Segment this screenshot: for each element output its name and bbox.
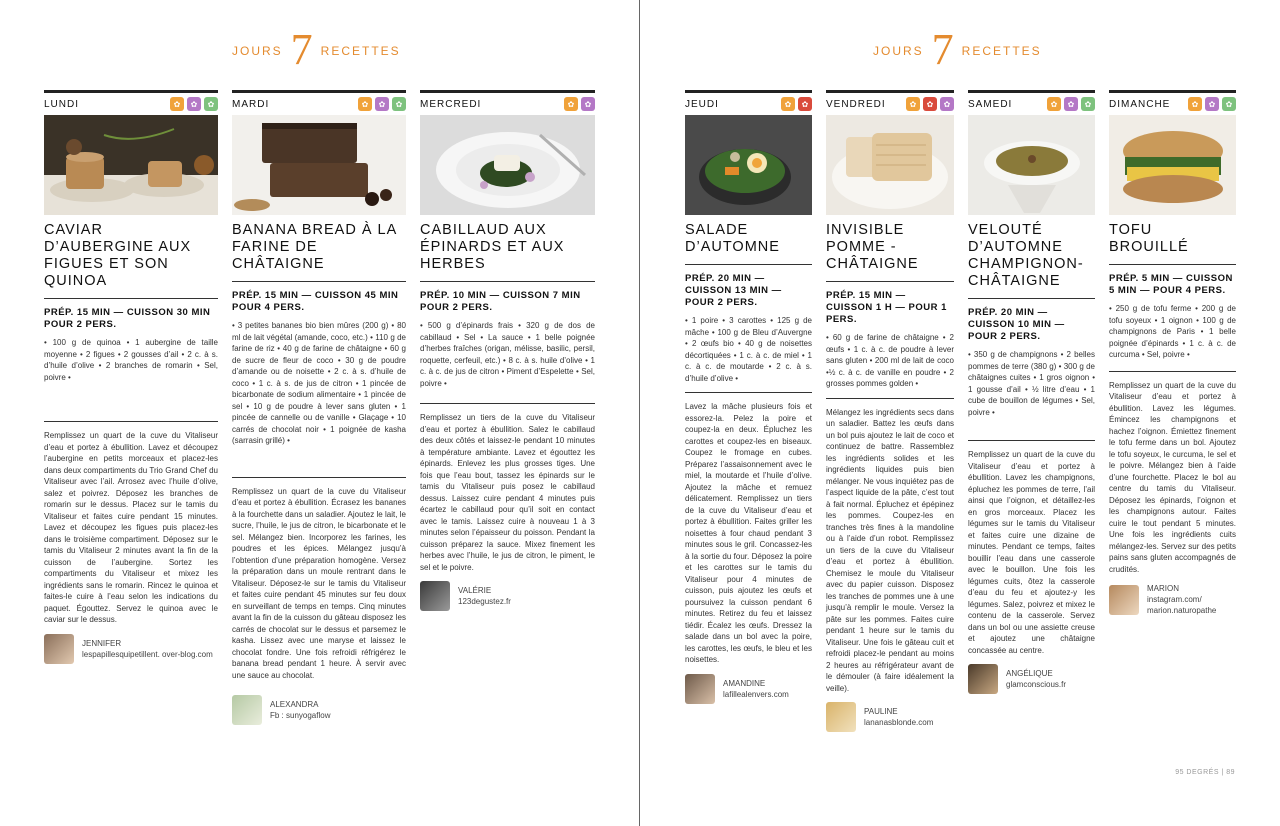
- green-leaf-icon: ✿: [204, 97, 218, 111]
- diet-badges: [564, 97, 595, 111]
- day-label: LUNDI: [44, 98, 80, 110]
- author-block: [685, 674, 812, 704]
- author-name: ANGÉLIQUE: [1006, 669, 1053, 678]
- orange-vegan-icon: ✿: [781, 97, 795, 111]
- right-page: [641, 0, 1280, 826]
- author-name: JENNIFER: [82, 638, 122, 648]
- orange-vegan-icon: ✿: [1047, 97, 1061, 111]
- author-avatar: [1109, 585, 1139, 615]
- purple-gluten-icon: ✿: [581, 97, 595, 111]
- header-number: 7: [290, 24, 313, 74]
- orange-vegan-icon: ✿: [564, 97, 578, 111]
- recipe-title: VELOUTÉ D’AUTOMNE CHAMPIGNON-CHÂTAIGNE: [968, 222, 1084, 289]
- recipe-photo: [1109, 115, 1236, 215]
- page-gutter: [639, 0, 640, 826]
- recipe-ingredients: • 250 g de tofu ferme • 200 g de tofu soyeux • 1 oignon • 100 g de champignons de Paris • 1 belle poignée d’épinards • 1 c. à c. de curcuma • Sel, poivre •: [1109, 304, 1236, 359]
- header-recettes: RECETTES: [961, 44, 1042, 58]
- recipe-ingredients: • 60 g de farine de châtaigne • 2 œufs • 1 c. à c. de poudre à lever sans gluten • 200 ml de lait de coco •½ c. à c. de vanille en poudre • 2 grosses pommes golden •: [826, 333, 954, 388]
- recipe-photo: [420, 115, 595, 215]
- recipe-column-jeudi: [685, 90, 812, 704]
- recipe-photo: [685, 115, 812, 215]
- recipe-steps: Remplissez un quart de la cuve du Vitaliseur d’eau et portez à ébullition. Écrasez les bananes à la fourchette dans un saladier. Ajoutez le lait, le sucre, l’huile, le jus de citron, le bicarbonate et le sel. Mélangez bien. Incorporez les farines, les poudres et les épices. Mélangez jusqu’à l’obtention d’une préparation homogène. Versez la préparation dans un moule rentrant dans le Vitaliseur. Déposez-le sur le tamis du Vitaliseur et faites cuire pendant 45 minutes sur feu doux en surveillant de temps en temps. Cinq minutes avant la fin de la cuisson du gâteau disposez les carrés de chocolat sur le dessus et parsemez le kasha. Lissez avec une maryse et laissez le chocolat fondre. Une fois refroidi réfrigérez le banana bread pendant 1 heure. À servir avec une sauce au chocolat.: [232, 486, 406, 680]
- author-site: lespapillesquipetillent. over-blog.com: [82, 649, 213, 659]
- page-header: [232, 26, 401, 76]
- author-avatar: [232, 695, 262, 725]
- left-page: [0, 0, 639, 826]
- author-block: [968, 664, 1095, 694]
- recipe-time: PRÉP. 15 MIN — CUISSON 1 H — POUR 1 PERS.: [826, 290, 947, 325]
- recipe-photo: [232, 115, 406, 215]
- author-block: [420, 581, 595, 611]
- diet-badges: [1047, 97, 1095, 111]
- purple-gluten-icon: ✿: [1064, 97, 1078, 111]
- author-block: [826, 702, 954, 732]
- green-leaf-icon: ✿: [392, 97, 406, 111]
- purple-gluten-icon: ✿: [1205, 97, 1219, 111]
- recipe-steps: Remplissez un quart de la cuve du Vitaliseur d’eau et portez à ébullition. Lavez les légumes. Émincez les champignons et hachez l’oignon. Émiettez finement le tofu ferme dans un bol. Ajoutez le tofu soyeux, le curcuma, le sel et le poivre. Mélangez bien à l’aide d’une fourchette. Placez le bol au centre du tamis du Vitaliseur. Déposez les épinards, l’oignon et les champignons autour. Faites cuire le tout pendant 5 minutes. Une fois les ingrédients cuits mélangez-les. Servez sur des petits pains sans gluten accompagnés de crudités.: [1109, 380, 1236, 574]
- day-label: MERCREDI: [420, 98, 482, 110]
- author-avatar: [968, 664, 998, 694]
- author-block: [1109, 583, 1236, 616]
- recipe-title: CAVIAR D’AUBERGINE AUX FIGUES ET SON QUINOA: [44, 222, 192, 289]
- author-block: [44, 634, 218, 664]
- author-name: AMANDINE: [723, 678, 766, 688]
- orange-vegan-icon: ✿: [170, 97, 184, 111]
- diet-badges: [170, 97, 218, 111]
- purple-gluten-icon: ✿: [375, 97, 389, 111]
- diet-badges: [906, 97, 954, 111]
- author-site: 123degustez.fr: [458, 597, 511, 606]
- header-jours: JOURS: [232, 44, 283, 58]
- diet-badges: [1188, 97, 1236, 111]
- recipe-column-mardi: [232, 90, 406, 725]
- recipe-column-samedi: [968, 90, 1095, 694]
- recipe-steps: Remplissez un quart de la cuve du Vitaliseur d’eau et portez à ébullition. Lavez les champignons, épluchez les pommes de terre, l’ail ainsi que l’oignon, et détaillez-les en gros morceaux. Placez les légumes sur le tamis du Vitaliseur et faites cuire une dizaine de minutes. Pendant ce temps, faites bouillir l’eau dans une casserole avec le bouillon. Une fois les légumes cuits, ôtez la casserole d’eau du feu et ajoutez-y les légumes. Salez, poivrez et mixez le contenu de la casserole. Servez dans un bol ou une assiette creuse et ajoutez une châtaigne concassée au centre.: [968, 450, 1095, 655]
- author-site: lafillealenvers.com: [723, 689, 789, 699]
- recipe-column-mercredi: [420, 90, 595, 611]
- author-name: MARION: [1147, 584, 1179, 593]
- orange-vegan-icon: ✿: [906, 97, 920, 111]
- author-site: Fb : sunyogaflow: [270, 711, 331, 720]
- purple-gluten-icon: ✿: [940, 97, 954, 111]
- author-site: glamconscious.fr: [1006, 680, 1067, 689]
- author-avatar: [420, 581, 450, 611]
- recipe-steps: Remplissez un tiers de la cuve du Vitaliseur d’eau et portez à ébullition. Salez le cabillaud des deux côtés et laissez-le pendant 10 minutes à température ambiante. Lavez et égouttez les épinards. Enlevez les plus grosses tiges. Une fois que l’eau bout, tassez les épinards sur le tamis du Vitaliseur puis posez le cabillaud dessus. Laissez cuire pendant 4 minutes puis écartez le cabillaud pour qu’il soit en contact avec le tamis. Laissez cuire à nouveau 1 à 3 minutes selon l’épaisseur du poisson. Pendant la cuisson préparez la sauce. Mixez finement les herbes avec l’huile, le jus de citron, le piment, le sel et le poivre.: [420, 413, 595, 572]
- recipe-title: TOFU BROUILLÉ: [1109, 222, 1189, 255]
- red-dairy-icon: ✿: [798, 97, 812, 111]
- green-leaf-icon: ✿: [1222, 97, 1236, 111]
- recipe-time: PRÉP. 10 MIN — CUISSON 7 MIN POUR 2 PERS.: [420, 290, 581, 313]
- recipe-time: PRÉP. 20 MIN — CUISSON 10 MIN — POUR 2 PERS.: [968, 307, 1065, 342]
- orange-vegan-icon: ✿: [1188, 97, 1202, 111]
- recipe-steps: Remplissez un quart de la cuve du Vitaliseur d’eau et portez à ébullition. Lavez et découpez l’aubergine en petits morceaux et placez-les dans deux compartiments du Trio Grand Chef du Vitaliseur avec l’ail. Arrosez avec l’huile d’olive, salez et poivrez. Déposez les branches de romarin sur le dessus. Placez sur le tamis du Vitaliseur et faites cuire pendant 15 minutes. Lavez et découpez les figues puis placez-les dans le troisième compartiment. Déposez sur le tamis du Vitaliseur 2 minutes avant la fin de la cuisson de l’aubergine. Sortez les compartiments du Vitaliseur et mixez les ingrédients sans le romarin. Rincez le quinoa et faites-le cuire à l’eau selon les indications du paquet. Égouttez. Servez le quinoa avec le caviar sur le dessus.: [44, 431, 218, 624]
- recipe-ingredients: • 100 g de quinoa • 1 aubergine de taille moyenne • 2 figues • 2 gousses d’ail • 2 c. à s. d’huile d’olive • 2 branches de romarin • Sel, poivre •: [44, 338, 218, 382]
- recipe-ingredients: • 3 petites bananes bio bien mûres (200 g) • 80 ml de lait végétal (amande, coco, etc.) • 110 g de farine de riz • 40 g de farine de châtaigne • 60 g de sucre de fleur de coco • 30 g de poudre d’amande ou de noisette • 2 c. à s. d’huile de coco • 1 c. à s. de jus de citron • 1 pincée de bicarbonate de sodium alimentaire • 1 pincée de sel • 10 g de poudre à lever sans gluten • 1 pincée de cannelle ou de vanille • Glaçage • 10 carrés de chocolat noir • 1 poignée de kasha (sarrasin grillé) •: [232, 321, 406, 445]
- recipe-steps: Mélangez les ingrédients secs dans un saladier. Battez les œufs dans un bol puis ajoutez le lait de coco et continuez de battre. Rassemblez les ingrédients solides et les ingrédients liquides puis bien mélanger. Ne vous inquiétez pas de l’aspect liquide de la pâte, c’est tout à fait normal. Épluchez et épépinez les pommes. Coupez-les en tranches très fines à la mandoline ou à l’aide d’un robot. Remplissez un tiers de la cuve du Vitaliseur d’eau et portez à ébullition. Chemisez le moule du Vitaliseur avec du papier cuisson. Disposez les tranches de pommes une à une jusqu’à remplir le moule. Versez la pâte sur les pommes. Faites cuire pendant 1 heure sur le tamis du Vitaliseur. Une fois le gâteau cuit et refroidi placez-le pendant au moins 2 heures au réfrigérateur avant de le démouler (à faire idéalement la veille).: [826, 407, 954, 693]
- page-footer: 95 DEGRÉS | 89: [1175, 769, 1235, 776]
- author-avatar: [685, 674, 715, 704]
- day-label: MARDI: [232, 98, 270, 110]
- recipe-column-lundi: [44, 90, 218, 664]
- author-avatar: [44, 634, 74, 664]
- recipe-time: PRÉP. 5 MIN — CUISSON 5 MIN — POUR 4 PERS.: [1109, 273, 1233, 296]
- recipe-photo: [44, 115, 218, 215]
- recipe-time: PRÉP. 15 MIN — CUISSON 45 MIN POUR 4 PERS.: [232, 290, 399, 313]
- recipe-ingredients: • 500 g d’épinards frais • 320 g de dos de cabillaud • Sel • La sauce • 1 belle poignée d’herbes fraîches (origan, mélisse, basilic, persil, roquette, cerfeuil, etc.) • 8 c. à s. huile d’olive • 1 c. à c. de jus de citron • Piment d’Espelette • Sel, poivre •: [420, 321, 595, 388]
- recipe-photo: [968, 115, 1095, 215]
- diet-badges: [358, 97, 406, 111]
- recipe-column-dimanche: [1109, 90, 1236, 616]
- recipe-time: PRÉP. 15 MIN — CUISSON 30 MIN POUR 2 PERS.: [44, 307, 211, 330]
- recipe-photo: [826, 115, 954, 215]
- author-name: VALÉRIE: [458, 586, 492, 595]
- diet-badges: [781, 97, 812, 111]
- recipe-steps: Lavez la mâche plusieurs fois et essorez-la. Pelez la poire et coupez-la en deux. Épluchez les carottes et coupez-les en biseaux. Coupez le fromage en cubes. Préparez l’assaisonnement avec le miel, la moutarde et l’huile d’olive. Ajoutez la mâche et remuez délicatement. Remplissez un tiers de la cuve du Vitaliseur d’eau et portez à ébullition. Faites griller les noisettes à four chaud pendant 3 minutes sous le gril. Concassez-les à la sortie du four. Déposez la poire et les carottes sur le tamis du Vitaliseur pour 4 minutes de cuisson, puis ajoutez les œufs et poursuivez la cuisson pendant 6 minutes. Retirez du feu et laissez tiédir. Écalez les œufs. Dressez la salade dans un bol avec la poire, les carottes, les œufs, le bleu et les noisettes.: [685, 402, 812, 664]
- recipe-column-vendredi: [826, 90, 954, 732]
- red-dairy-icon: ✿: [923, 97, 937, 111]
- recipe-title: CABILLAUD AUX ÉPINARDS ET AUX HERBES: [420, 222, 565, 272]
- author-block: [232, 695, 406, 725]
- day-label: JEUDI: [685, 98, 719, 110]
- orange-vegan-icon: ✿: [358, 97, 372, 111]
- author-name: PAULINE: [864, 707, 898, 716]
- recipe-ingredients: • 1 poire • 3 carottes • 125 g de mâche • 100 g de Bleu d’Auvergne • 2 œufs bio • 40 g de noisettes décortiquées • 1 c. à c. de miel • 1 c. à c. de moutarde • 2 c. à s. d’huile d’olive •: [685, 316, 812, 383]
- author-site: lananasblonde.com: [864, 718, 934, 727]
- page-header: [873, 26, 1042, 76]
- recipe-ingredients: • 350 g de champignons • 2 belles pommes de terre (380 g) • 300 g de châtaignes cuites • 1 gros oignon • 1 gousse d’ail • ½ litre d’eau • 1 cube de bouillon de légumes • Sel, poivre •: [968, 350, 1095, 417]
- day-label: DIMANCHE: [1109, 98, 1171, 110]
- recipe-title: SALADE D’AUTOMNE: [685, 222, 780, 255]
- author-name: ALEXANDRA: [270, 700, 319, 709]
- header-number: 7: [931, 24, 954, 74]
- day-label: SAMEDI: [968, 98, 1013, 110]
- author-site: instagram.com/ marion.naturopathe: [1147, 595, 1217, 615]
- header-recettes: RECETTES: [320, 44, 401, 58]
- purple-gluten-icon: ✿: [187, 97, 201, 111]
- green-leaf-icon: ✿: [1081, 97, 1095, 111]
- recipe-time: PRÉP. 20 MIN — CUISSON 13 MIN — POUR 2 PERS.: [685, 273, 782, 308]
- recipe-title: BANANA BREAD À LA FARINE DE CHÂTAIGNE: [232, 222, 397, 272]
- day-label: VENDREDI: [826, 98, 886, 110]
- header-jours: JOURS: [873, 44, 924, 58]
- author-avatar: [826, 702, 856, 732]
- recipe-title: INVISIBLE POMME - CHÂTAIGNE: [826, 222, 919, 272]
